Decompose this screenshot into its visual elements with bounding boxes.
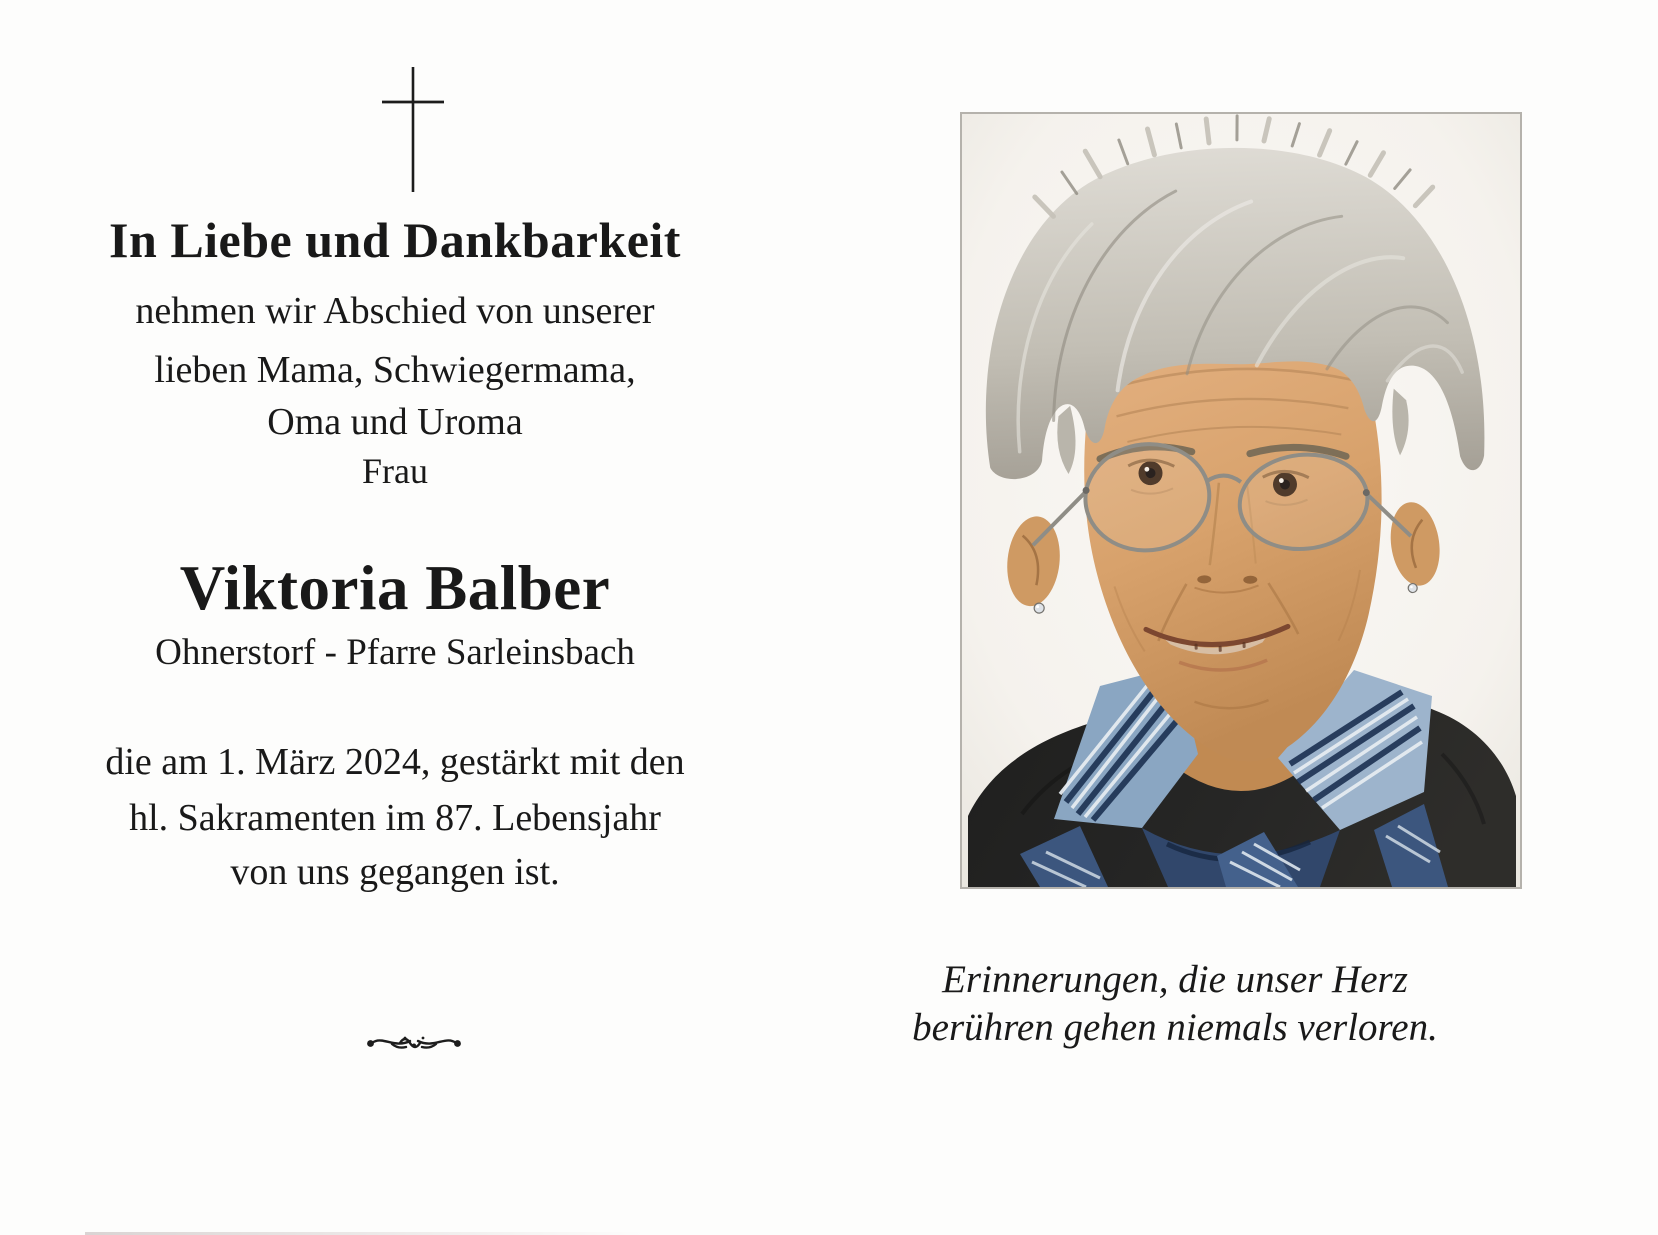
flourish-divider-icon: [364, 1032, 464, 1052]
death-notice-line: die am 1. März 2024, gestärkt mit den: [105, 741, 685, 783]
card-heading: In Liebe und Dankbarkeit: [109, 212, 681, 268]
intro-line-frau: Frau: [362, 451, 428, 491]
intro-line: lieben Mama, Schwiegermama,: [154, 349, 636, 391]
intro-line: Oma und Uroma: [267, 401, 523, 443]
quote-line: berühren gehen niemals verloren.: [912, 1006, 1438, 1049]
quote-line: Erinnerungen, die unser Herz: [942, 958, 1408, 1001]
portrait-photo: [960, 112, 1522, 889]
death-notice-line: von uns gegangen ist.: [230, 851, 560, 893]
deceased-name: Viktoria Balber: [179, 553, 611, 623]
cross-icon: [381, 66, 445, 194]
death-notice-line: hl. Sakramenten im 87. Lebensjahr: [129, 797, 661, 839]
memorial-quote: [900, 956, 1450, 1052]
origin-parish-line: Ohnerstorf - Pfarre Sarleinsbach: [155, 632, 635, 673]
intro-line: nehmen wir Abschied von unserer: [135, 290, 655, 332]
